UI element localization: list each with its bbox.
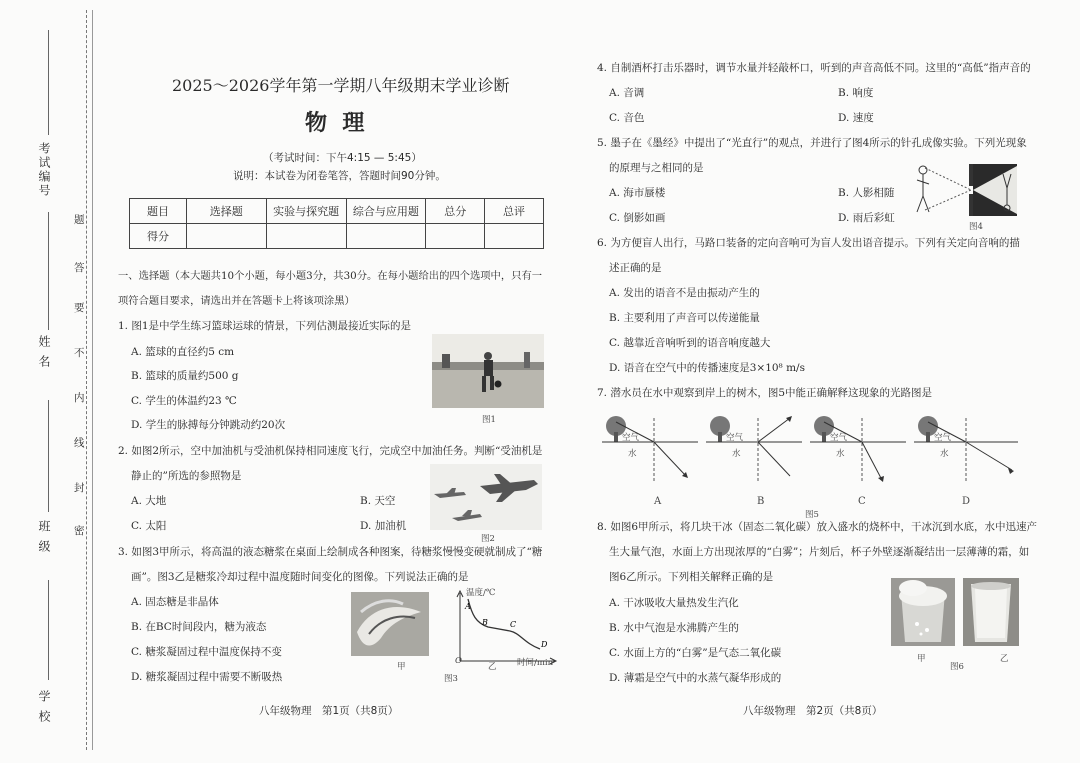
q3-yi-label: 乙 [488,662,497,672]
water-label-a: 水 [628,449,637,459]
q6-option-a: A. 发出的语音不是由振动产生的 [609,287,760,299]
q5-stem-line2: 的原理与之相同的是 [609,162,704,174]
exam-number-label: 考试编号 [37,142,51,198]
q8-stem-line2: 生大量气泡，水面上方出现浓厚的“白雾”；片刻后，杯子外壁逐渐凝结出一层薄薄的霜，如 [609,546,1030,558]
fig2-caption: 图2 [481,534,495,544]
q3-option-b: B. 在BC时间段内，糖为液态 [131,621,267,633]
footer-left: 八年级物理 第1页（共8页） [259,705,399,717]
air-label-a: 空气 [622,433,640,443]
q8-option-a: A. 干冰吸收大量热发生汽化 [609,597,739,609]
score-cell[interactable] [266,224,346,249]
q6-stem-line1: 6. 为方便盲人出行，马路口装备的定向音响可为盲人发出语音提示。下列有关定向音响的描 [597,237,1020,249]
q6-option-b: B. 主要利用了声音可以传递能量 [609,312,760,324]
subject-title: 物 理 [305,111,365,136]
q1-option-d: D. 学生的脉搏每分钟跳动约20次 [131,419,286,431]
q4-stem: 4. 自制酒杯打击乐器时，调节水量并轻敲杯口，听到的声音高低不同。这里的“高低”指声音的 [597,62,1031,74]
fig1-caption: 图1 [482,415,496,425]
school-label: 学 校 [37,690,51,724]
q5-stem-line1: 5. 墨子在《墨经》中提出了“光直行”的观点，并进行了图4所示的针孔成像实验。下列光现象 [597,137,1027,149]
q8-option-b: B. 水中气泡是水沸腾产生的 [609,622,739,634]
ray-diagram-a [602,412,698,488]
q1-option-c: C. 学生的体温约23 ℃ [131,395,237,407]
q2-stem-line2: 静止的”所选的参照物是 [131,470,242,482]
seal-line [86,10,88,750]
score-col-header: 题目 [130,199,187,224]
class-line [48,400,49,512]
seal-char: 封 [74,482,85,494]
q2-option-b: B. 天空 [360,495,396,507]
exam-title: 2025～2026学年第一学期八年级期末学业诊断 [172,76,510,95]
diagram-label-c: C [858,496,866,507]
air-label-d: 空气 [934,433,952,443]
q1-stem: 1. 图1是中学生练习篮球运球的情景，下列估测最接近实际的是 [118,320,412,332]
class-label: 班 级 [37,520,51,554]
graph-x-label: 时间/min [517,658,554,668]
section1-line2: 项符合题目要求，请选出并在答题卡上将该项涂黑） [118,295,355,307]
q3-option-c: C. 糖浆凝固过程中温度保持不变 [131,646,282,658]
q6-option-c: C. 越靠近音响听到的语音响度越大 [609,337,771,349]
q3-jia-label: 甲 [397,662,406,672]
diagram-label-b: B [757,496,765,507]
q2-option-c: C. 太阳 [131,520,167,532]
q4-option-c: C. 音色 [609,112,645,124]
score-table-header [130,199,544,224]
q8-option-d: D. 薄霜是空气中的水蒸气凝华形成的 [609,672,782,684]
q6-option-d: D. 语音在空气中的传播速度是3×10⁸ m/s [609,362,805,374]
graph-origin: O [455,656,462,666]
q2-option-a: A. 大地 [131,495,167,507]
curve-point-b: B [482,618,488,627]
curve-point-c: C [510,620,517,629]
q6-stem-line2: 述正确的是 [609,262,662,274]
fig4-caption: 图4 [969,222,983,232]
score-col-header: 总分 [426,199,485,224]
score-col-header: 综合与应用题 [346,199,426,224]
q4-option-a: A. 音调 [609,87,645,99]
basketball-photo [432,334,544,408]
pinhole-camera-figure [911,160,1019,218]
footer-right: 八年级物理 第2页（共8页） [743,705,883,717]
air-label-c: 空气 [830,433,848,443]
seal-char: 要 [74,302,85,314]
exam-time: （考试时间：下午4:15 — 5:45） [263,152,422,164]
exam-note: 说明：本试卷为闭卷笔答，答题时间90分钟。 [233,170,446,182]
score-col-header: 总评 [485,199,544,224]
ray-diagram-b [706,412,802,488]
curve-point-d: D [541,640,548,649]
water-label-c: 水 [836,449,845,459]
curve-point-a: A [465,602,471,611]
q3-option-d: D. 糖浆凝固过程中需要不断吸热 [131,671,283,683]
diagram-label-a: A [654,496,662,507]
q2-option-d: D. 加油机 [360,520,407,532]
q1-option-a: A. 篮球的直径约5 cm [131,346,235,358]
score-table [129,198,544,249]
q8-stem-line3: 图6乙所示。下列相关解释正确的是 [609,571,774,583]
score-col-header: 实验与探究题 [266,199,346,224]
seal-char: 内 [74,392,85,404]
score-cell[interactable] [426,224,485,249]
q5-option-b: B. 人影相随 [838,187,895,199]
q4-option-b: B. 响度 [838,87,874,99]
q8-jia-label: 甲 [917,654,926,664]
name-label: 姓 名 [37,335,51,369]
q3-option-a: A. 固态糖是非晶体 [131,596,219,608]
q5-option-c: C. 倒影如画 [609,212,666,224]
section1-line1: 一、选择题（本大题共10个小题，每小题3分，共30分。在每小题给出的四个选项中，只有一 [118,270,543,282]
score-cell[interactable] [186,224,266,249]
fig5-caption: 图5 [805,510,819,520]
exam-number-line [48,30,49,135]
seal-char: 不 [74,347,85,359]
seal-char: 题 [74,214,85,226]
score-cell[interactable] [346,224,426,249]
fig6-caption: 图6 [950,662,964,672]
name-line [48,212,49,330]
ray-diagram-c [810,412,906,488]
water-label-b: 水 [732,449,741,459]
school-line [48,580,49,680]
graph-y-label: 温度/℃ [466,588,496,598]
frosted-cup-photo [963,578,1019,646]
q2-stem-line1: 2. 如图2所示，空中加油机与受油机保持相同速度飞行，完成空中加油任务。判断“受油机是 [118,445,543,457]
q3-stem-line1: 3. 如图3甲所示，将高温的液态糖浆在桌面上绘制成各种图案，待糖浆慢慢变硬就制成了“糖 [118,546,543,558]
score-cell[interactable] [485,224,544,249]
q5-option-d: D. 雨后彩虹 [838,212,895,224]
water-label-d: 水 [940,449,949,459]
air-label-b: 空气 [726,433,744,443]
diagram-label-d: D [962,496,971,507]
seal-char: 线 [74,437,85,449]
score-row-label: 得分 [130,224,187,249]
q8-yi-label: 乙 [1000,654,1009,664]
seal-char: 密 [74,525,85,537]
q8-option-c: C. 水面上方的“白雾”是气态二氧化碳 [609,647,782,659]
score-col-header: 选择题 [186,199,266,224]
fig3-caption: 图3 [444,674,458,684]
seal-char: 答 [74,262,85,274]
q3-stem-line2: 画”。图3乙是糖浆冷却过程中温度随时间变化的图像。下列说法正确的是 [131,571,469,583]
q7-stem: 7. 潜水员在水中观察到岸上的树木，图5中能正确解释这现象的光路图是 [597,387,933,399]
q5-option-a: A. 海市蜃楼 [609,187,666,199]
dry-ice-beaker-photo [891,578,955,646]
refuel-aircraft-photo [430,464,542,530]
q1-option-b: B. 篮球的质量约500 g [131,370,239,382]
ray-diagram-d [914,412,1018,488]
sugar-painting-photo [351,592,429,656]
q4-option-d: D. 速度 [838,112,874,124]
seal-line-outer [92,10,93,750]
q8-stem-line1: 8. 如图6甲所示，将几块干冰（固态二氧化碳）放入盛水的烧杯中，干冰沉到水底，水中迅速产 [597,521,1038,533]
score-table-row [130,224,544,249]
